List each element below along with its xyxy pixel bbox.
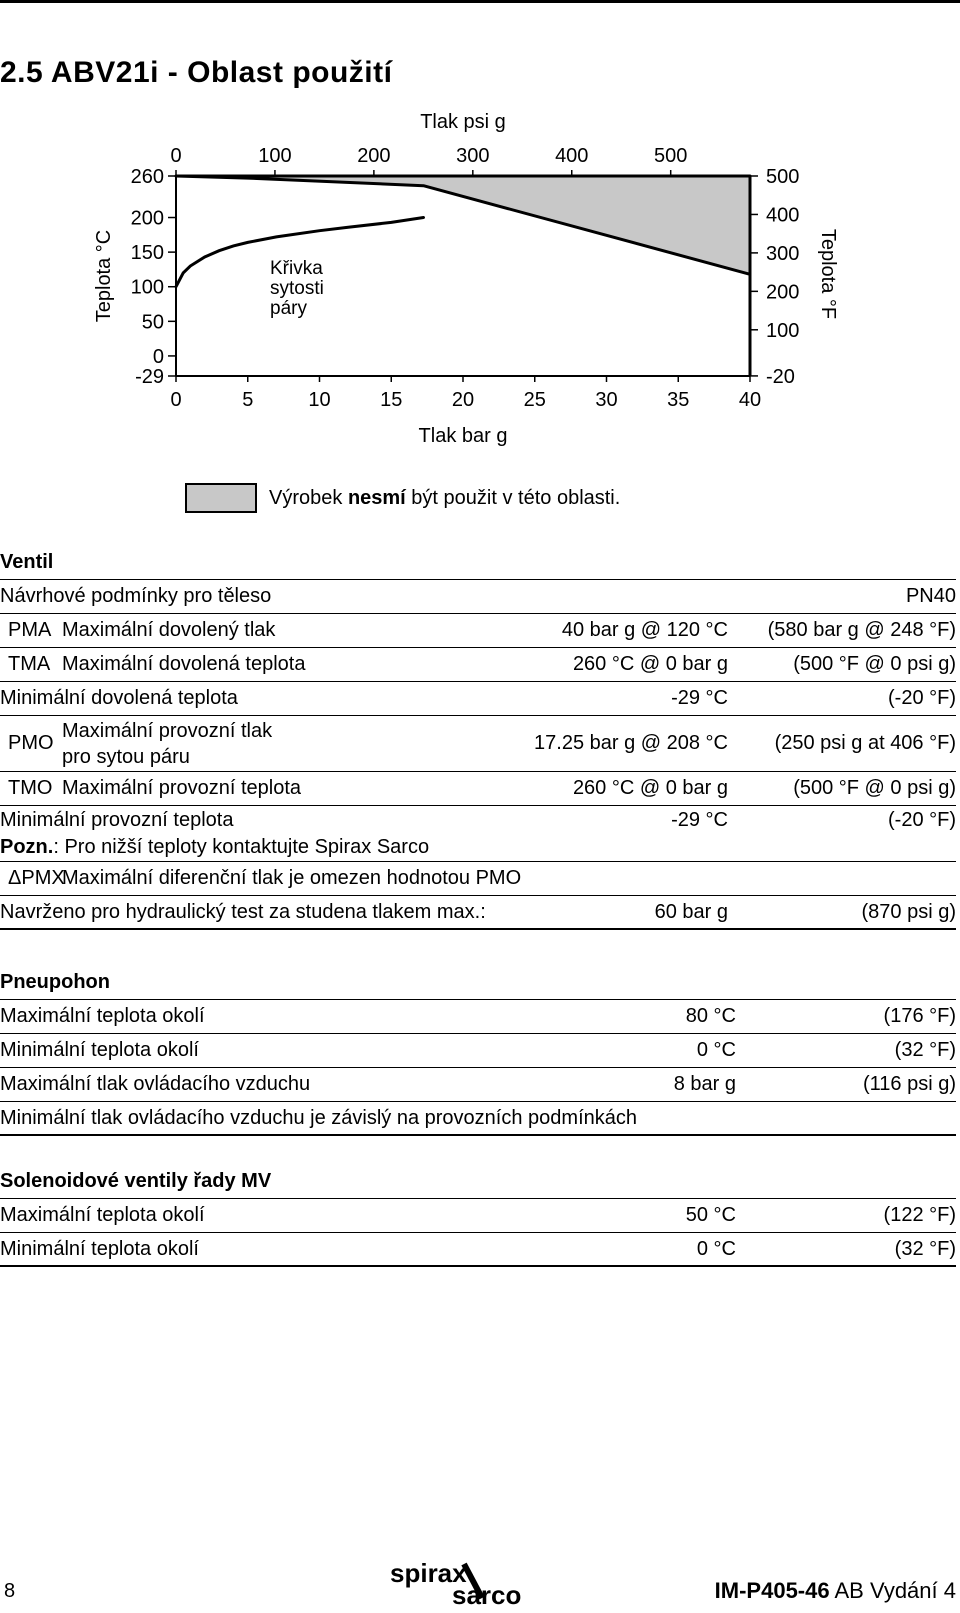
note-row: Pozn. : Pro nižší teploty kontaktujte Spirax Sarco [0,834,956,862]
y2-tick-label: -20 [766,365,795,388]
y2-tick-label: 200 [766,281,800,304]
pneupohon-row: Maximální tlak ovládacího vzduchu 8 bar g (116 psi g) [0,1068,956,1102]
solenoid-row: Minimální teplota okolí 0 °C (32 °F) [0,1233,956,1267]
legend-text: Výrobek nesmí být použit v této oblasti. [269,486,621,509]
pneupohon-row: Maximální teplota okolí 80 °C (176 °F) [0,1000,956,1034]
x2-tick-label: 400 [555,145,589,167]
pneupohon-section [0,966,956,1136]
y-tick-label: 200 [130,207,164,230]
y-tick-label: 260 [130,166,164,188]
pneupohon-note-row: Minimální tlak ovládacího vzduchu je závislý na provozních podmínkách [0,1102,956,1136]
logo-word-top: spirax [390,1558,467,1588]
curve-label-line: sytosti [270,278,324,299]
curve-label-line: Křivka [270,258,323,279]
operating-range-chart [0,100,960,460]
page-footer [0,1558,956,1608]
y-tick-label: -29 [135,366,164,388]
x-tick-label: 0 [170,389,182,411]
y-tick-label: 100 [130,276,164,299]
pneupohon-row: Minimální teplota okolí 0 °C (32 °F) [0,1034,956,1068]
pmx-row: ΔPMX Maximální diferenční tlak je omezen hodnotou PMO [0,862,956,896]
y2-tick-label: 400 [766,204,800,227]
x2-tick-label: 200 [357,145,391,167]
x2-tick-label: 500 [654,145,688,167]
y2-tick-label: 100 [766,319,800,342]
x-tick-label: 35 [667,389,690,411]
y-tick-label: 150 [130,242,164,265]
section-heading-ventil: Ventil [0,546,956,580]
x2-tick-label: 100 [258,145,292,167]
solenoid-row: Maximální teplota okolí 50 °C (122 °F) [0,1199,956,1233]
y2-tick-label: 300 [766,242,800,265]
tma-row: TMA Maximální dovolená teplota 260 °C @ 0 bar g (500 °F @ 0 psi g) [0,648,956,682]
x-tick-label: 10 [308,389,331,411]
ventil-section [0,546,956,930]
x-tick-label: 5 [242,389,254,411]
hydro-test-row: Navrženo pro hydraulický test za studena tlakem max.: 60 bar g (870 psi g) [0,896,956,930]
spirax-sarco-logo [386,1558,576,1608]
x-tick-label: 15 [380,389,403,411]
pma-row: PMA Maximální dovolený tlak 40 bar g @ 120 °C (580 bar g @ 248 °F) [0,614,956,648]
section-heading-pneupohon: Pneupohon [0,966,956,1000]
x2-axis-label: Tlak psi g [420,111,506,133]
page-number: 8 [4,1580,16,1602]
tmo-row: TMO Maximální provozní teplota 260 °C @ 0 bar g (500 °F @ 0 psi g) [0,772,956,806]
section-heading-solenoid: Solenoidové ventily řady MV [0,1165,956,1199]
solenoid-section [0,1165,956,1267]
x-tick-label: 40 [738,389,762,411]
forbidden-region [176,176,750,274]
section-title: 2.5 ABV21i - Oblast použití [0,56,393,89]
x-axis-label: Tlak bar g [418,425,508,447]
x-tick-label: 30 [595,389,618,411]
pmo-row: PMO Maximální provozní tlak pro sytou páru 17.25 bar g @ 208 °C (250 psi g at 406 °F) [0,716,956,772]
logo-word-bottom: sarco [452,1580,522,1608]
top-rule [0,0,960,3]
document-id: IM-P405-46 AB Vydání 4 [714,1578,956,1603]
curve-label-line: páry [270,298,307,319]
design-row: Návrhové podmínky pro těleso PN40 [0,580,956,614]
x2-tick-label: 0 [170,145,182,167]
legend-swatch [185,483,257,513]
y-tick-label: 0 [152,345,164,368]
chart-legend [185,482,620,514]
x2-tick-label: 300 [456,145,490,167]
min-operating-row: Minimální provozní teplota -29 °C (-20 °F) [0,808,956,831]
y2-axis-label: Teplota °F [817,228,839,320]
min-allowed-row: Minimální dovolená teplota -29 °C (-20 °F) [0,682,956,716]
y-tick-label: 50 [141,311,164,334]
y2-tick-label: 500 [766,166,800,188]
y-axis-label: Teplota °C [93,229,115,323]
x-tick-label: 20 [451,389,475,411]
x-tick-label: 25 [523,389,546,411]
